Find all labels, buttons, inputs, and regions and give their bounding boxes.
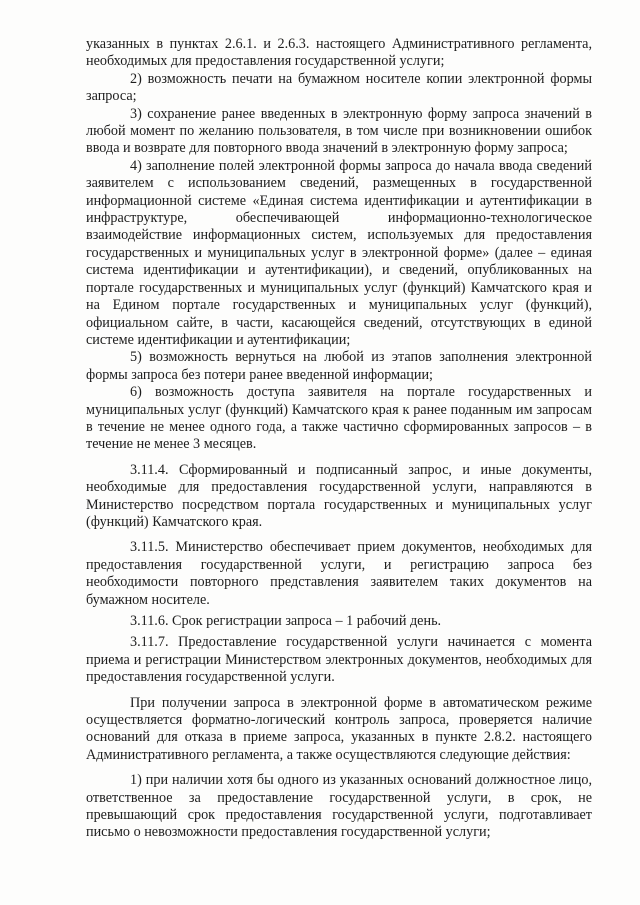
paragraph-3-11-7: 3.11.7. Предоставление государственной услуги начинается с момента приема и регистрации Министерством электронных документов, необходимых для предоставления государственной услуги. bbox=[86, 634, 592, 686]
paragraph-item-4: 4) заполнение полей электронной формы запроса до начала ввода сведений заявителем с использованием сведений, размещенных в государственной информационной системе «Единая система идентификации и аутентификации в инфраструктуре, обеспечивающей информационно-технологическое взаимодействие информационных систем, используемых для предоставления государственных и муниципальных услуг в электронной форме» (далее – единая система идентификации и аутентификации), и сведений, опубликованных на портале государственных и муниципальных услуг (функций) Камчатского края и на Едином портале государственных и муниципальных услуг (функций), официальном сайте, в части, касающейся сведений, отсутствующих в единой системе идентификации и аутентификации; bbox=[86, 157, 592, 348]
paragraph-3-11-5: 3.11.5. Министерство обеспечивает прием документов, необходимых для предоставления государственной услуги, и регистрацию запроса без необходимости повторного представления заявителем таких документов на бумажном носителе. bbox=[86, 539, 592, 608]
paragraph-item-3: 3) сохранение ранее введенных в электронную форму запроса значений в любой момент по желанию пользователя, в том числе при возникновении ошибок ввода и возврате для повторного ввода значений в электронную форму запроса; bbox=[86, 105, 592, 157]
paragraph-item-2: 2) возможность печати на бумажном носителе копии электронной формы запроса; bbox=[86, 70, 592, 105]
paragraph-electronic-request: При получении запроса в электронной форме в автоматическом режиме осуществляется форматно-логический контроль запроса, проверяется наличие оснований для отказа в приеме запроса, указанных в пункте 2.8.2. настоящего Административного регламента, а также осуществляются следующие действия: bbox=[86, 694, 592, 763]
paragraph-3-11-4: 3.11.4. Сформированный и подписанный запрос, и иные документы, необходимые для предоставления государственной услуги, направляются в Министерство посредством портала государственных и муниципальных услуг (функций) Камчатского края. bbox=[86, 461, 592, 530]
document-body bbox=[86, 36, 592, 842]
paragraph-3-11-6: 3.11.6. Срок регистрации запроса – 1 рабочий день. bbox=[130, 613, 442, 629]
paragraph-item-5: 5) возможность вернуться на любой из этапов заполнения электронной формы запроса без потери ранее введенной информации; bbox=[86, 349, 592, 383]
paragraph-item-6: 6) возможность доступа заявителя на портале государственных и муниципальных услуг (функций) Камчатского края к ранее поданным им запросам в течение не менее одного года, а также частично сформированных запросов – в течение не менее 3 месяцев. bbox=[86, 384, 592, 453]
paragraph-continuation: указанных в пунктах 2.6.1. и 2.6.3. настоящего Административного регламента, необходимых для предоставления государственной услуги; bbox=[86, 36, 592, 70]
paragraph-action-1: 1) при наличии хотя бы одного из указанных оснований должностное лицо, ответственное за предоставление государственной услуги, в срок, не превышающий срок предоставления государственной услуги, подготавливает письмо о невозможности предоставления государственной услуги; bbox=[86, 772, 592, 841]
